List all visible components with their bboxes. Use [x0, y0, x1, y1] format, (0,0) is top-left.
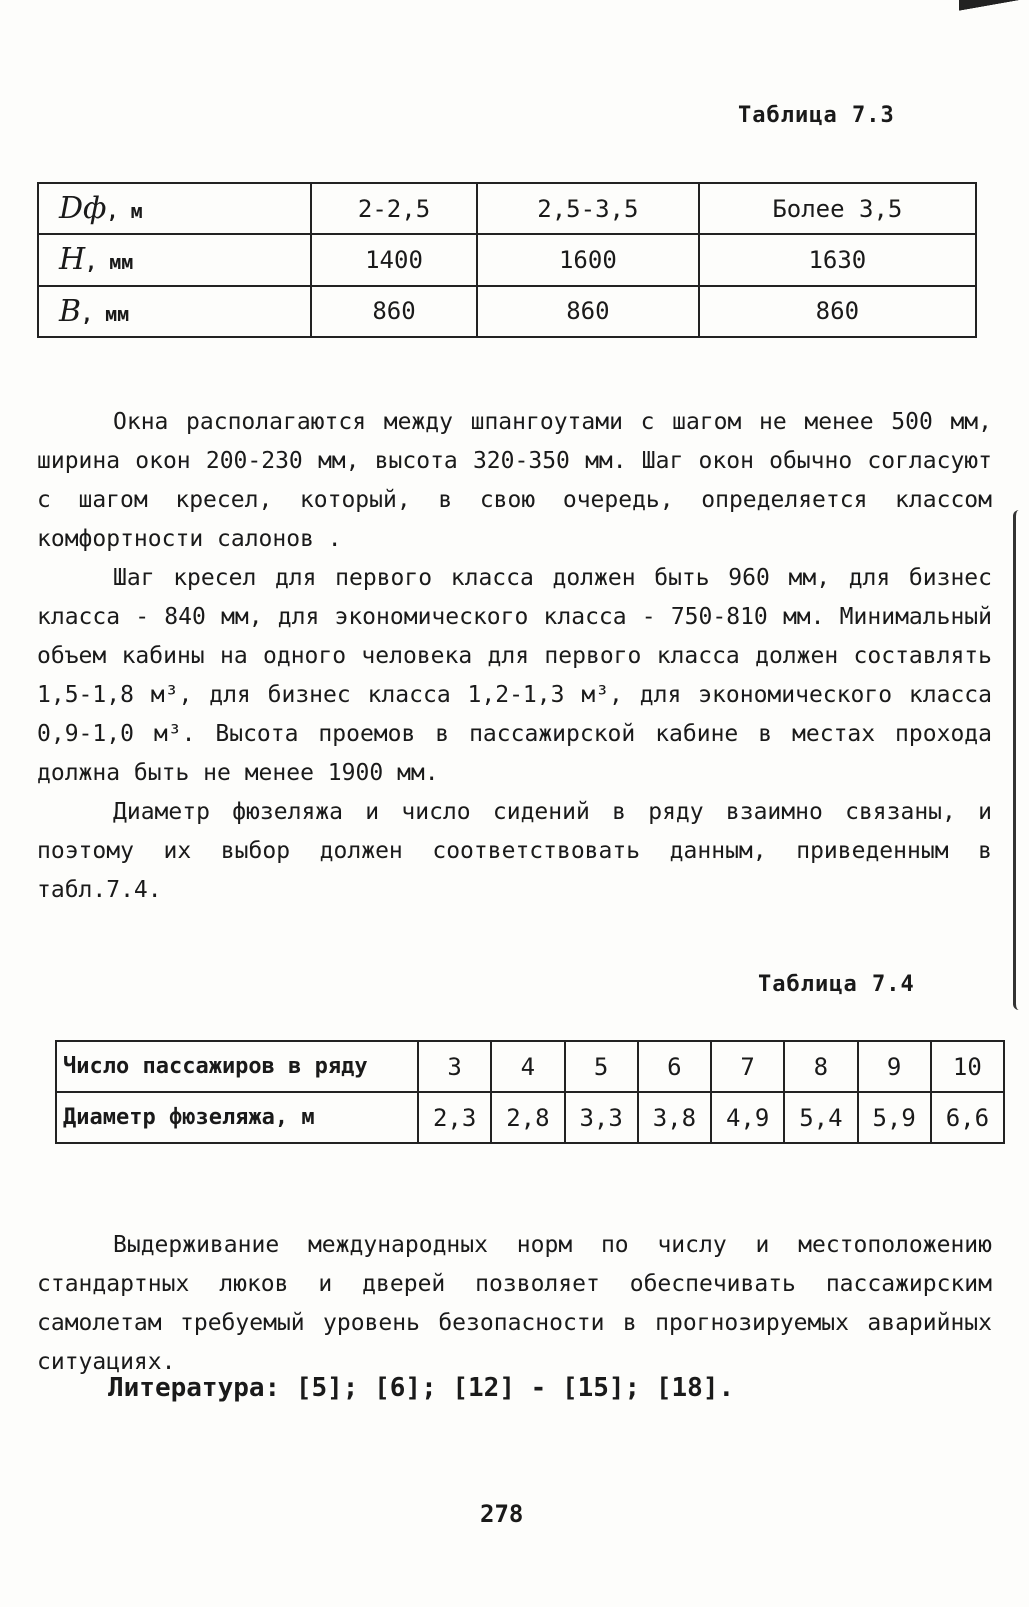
table-cell: 8: [784, 1041, 857, 1092]
table-cell: 3,8: [638, 1092, 711, 1143]
table-row: [56, 1041, 1004, 1092]
table-7-3: [37, 182, 977, 338]
table-cell: 4,9: [711, 1092, 784, 1143]
table-cell: 860: [477, 286, 699, 337]
table-cell: 860: [311, 286, 477, 337]
table-cell: 1630: [699, 234, 976, 285]
table-cell: 2-2,5: [311, 183, 477, 234]
text-block-upper: [37, 403, 992, 910]
table-cell: 5,9: [858, 1092, 931, 1143]
row-header: [38, 234, 311, 285]
table-cell: 6,6: [931, 1092, 1004, 1143]
table-row: [56, 1092, 1004, 1143]
table-cell: 1600: [477, 234, 699, 285]
table-cell: 860: [699, 286, 976, 337]
unit: , мм: [81, 301, 130, 326]
paragraph: Выдерживание международных норм по числу и местоположению стандартных люков и дверей позволяет обеспечивать пассажирским самолетам требуемый уровень безопасности в прогнозируемых аварийных ситуациях.: [37, 1232, 992, 1375]
table-cell: Более 3,5: [699, 183, 976, 234]
text-block-lower: [37, 1226, 992, 1382]
table-cell: 2,3: [418, 1092, 491, 1143]
table-cell: 5: [565, 1041, 638, 1092]
table-row: [38, 234, 976, 285]
table-cell: 3,3: [565, 1092, 638, 1143]
page-number: 278: [480, 1500, 524, 1528]
table-cell: 2,5-3,5: [477, 183, 699, 234]
table-cell: 10: [931, 1041, 1004, 1092]
row-header: Диаметр фюзеляжа, м: [56, 1092, 418, 1143]
table-7-4: [55, 1040, 1005, 1144]
literature-references: Литература: [5]; [6]; [12] - [15]; [18].: [108, 1373, 735, 1403]
table-row: [38, 183, 976, 234]
table-cell: 3: [418, 1041, 491, 1092]
table-cell: 1400: [311, 234, 477, 285]
table-cell: 7: [711, 1041, 784, 1092]
row-header: Число пассажиров в ряду: [56, 1041, 418, 1092]
symbol: H: [59, 242, 86, 278]
row-header: [38, 286, 311, 337]
table-7-3-caption: Таблица 7.3: [738, 103, 895, 128]
symbol: B: [59, 293, 82, 329]
table-cell: 6: [638, 1041, 711, 1092]
table-7-4-caption: Таблица 7.4: [758, 972, 915, 997]
table-cell: 5,4: [784, 1092, 857, 1143]
symbol: Dф: [59, 191, 107, 227]
margin-bracket: [1013, 510, 1022, 1010]
paragraph: Окна располагаются между шпангоутами с шагом не менее 500 мм, ширина окон 200-230 мм, высота 320-350 мм. Шаг окон обычно согласуют с шагом кресел, который, в свою очередь, определяется классом комфортности салонов .: [37, 409, 992, 552]
paragraph: Шаг кресел для первого класса должен быть 960 мм, для бизнес класса - 840 мм, для экономического класса - 750-810 мм. Минимальный объем кабины на одного человека для первого класса должен составлять 1,5-1,8 м³, для бизнес класса 1,2-1,3 м³, для экономического класса 0,9-1,0 м³. Высота проемов в пассажирской кабине в местах прохода должна быть не менее 1900 мм.: [37, 565, 992, 786]
unit: , мм: [85, 250, 134, 275]
table-cell: 9: [858, 1041, 931, 1092]
table-cell: 2,8: [491, 1092, 564, 1143]
table-cell: 4: [491, 1041, 564, 1092]
row-header: [38, 183, 311, 234]
scan-artifact-mark: [959, 0, 1029, 14]
unit: , м: [106, 199, 143, 224]
paragraph: Диаметр фюзеляжа и число сидений в ряду взаимно связаны, и поэтому их выбор должен соответствовать данным, приведенным в табл.7.4.: [37, 799, 992, 903]
table-row: [38, 286, 976, 337]
